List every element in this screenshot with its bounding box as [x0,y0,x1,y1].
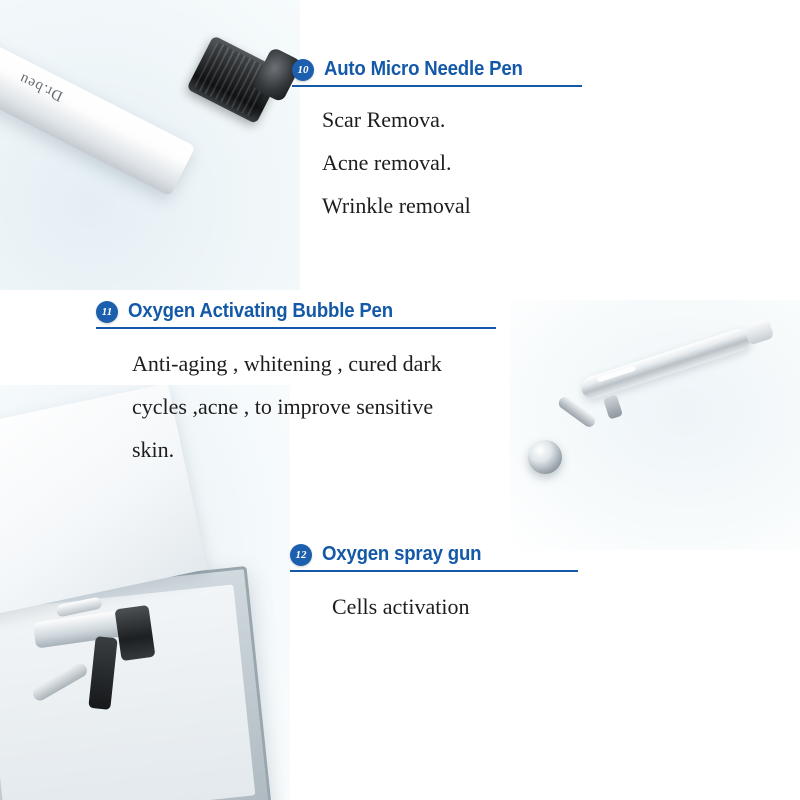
section-auto-micro-needle-pen [292,58,592,228]
heading-underline [96,327,496,329]
bubble-pen-neck-shape [556,395,597,429]
section-body [322,99,592,228]
pen-brand-label: Dr.beu [16,69,66,105]
section-number-badge: 12 [290,544,312,566]
feature-line: Anti-aging , whitening , cured dark [132,351,442,376]
feature-line: skin. [132,436,175,462]
section-number-badge: 10 [292,59,314,81]
feature-line: Wrinkle removal [322,192,471,218]
section-heading [96,300,506,323]
oxygen-activating-bubble-pen-photo [510,300,800,550]
bubble-pen-ring-shape [603,394,623,419]
section-heading [290,543,590,566]
section-title: Oxygen Activating Bubble Pen [128,300,393,322]
heading-underline [292,85,582,87]
section-body [132,343,506,472]
section-title: Auto Micro Needle Pen [324,58,523,80]
spray-gun-head-shape [115,605,156,661]
feature-line: cycles ,acne , to improve sensitive [132,393,434,419]
feature-line: Scar Remova. [322,107,446,132]
bubble-pen-end-cap-shape [744,318,775,345]
heading-underline [290,570,578,572]
feature-line: Cells activation [332,594,470,619]
bubble-pen-ball-tip-shape [528,440,562,474]
section-title: Oxygen spray gun [322,543,482,565]
section-body [332,586,590,629]
section-oxygen-activating-bubble-pen [96,300,506,472]
section-heading [292,58,592,81]
feature-line: Acne removal. [322,149,452,175]
section-number-badge: 11 [96,301,118,323]
auto-micro-needle-pen-photo [0,0,300,290]
pen-body-shape [0,33,195,196]
bubble-pen-shaft-shape [579,326,753,401]
section-oxygen-spray-gun [290,543,590,629]
